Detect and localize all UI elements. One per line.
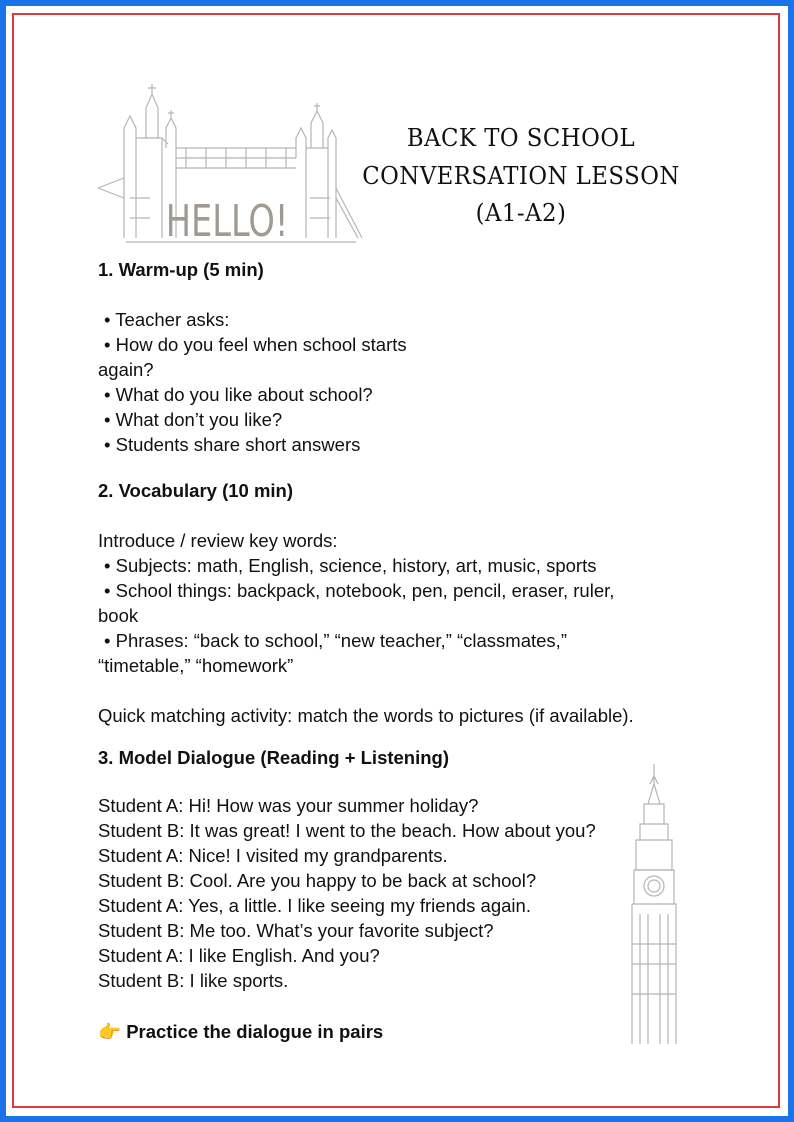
vocabulary-line: book xyxy=(98,605,139,626)
warmup-line: • What do you like about school? xyxy=(104,384,373,405)
vocabulary-line: Introduce / review key words: xyxy=(98,530,338,551)
dialogue-line: Student A: Yes, a little. I like seeing my friends again. xyxy=(98,895,531,916)
dialogue-line: Student B: It was great! I went to the beach. How about you? xyxy=(98,820,596,841)
practice-text: Practice the dialogue in pairs xyxy=(126,1021,384,1042)
dialogue-heading: 3. Model Dialogue (Reading + Listening) xyxy=(98,747,450,768)
vocabulary-line: “timetable,” “homework” xyxy=(98,655,294,676)
vocabulary-heading: 2. Vocabulary (10 min) xyxy=(98,480,293,501)
pointing-hand-icon: 👉 xyxy=(98,1021,122,1042)
title-line-1: BACK TO SCHOOL xyxy=(406,124,636,152)
title-line-3: (A1-A2) xyxy=(475,199,567,227)
practice-instruction xyxy=(98,1019,383,1044)
hello-text: HELLO! xyxy=(165,195,289,247)
warmup-line: • How do you feel when school starts xyxy=(104,334,407,355)
dialogue-line: Student A: Hi! How was your summer holiday? xyxy=(98,795,479,816)
dialogue-line: Student A: I like English. And you? xyxy=(98,945,380,966)
warmup-line: • Students share short answers xyxy=(104,434,361,455)
vocabulary-line: • School things: backpack, notebook, pen, pencil, eraser, ruler, xyxy=(104,580,615,601)
warmup-heading: 1. Warm-up (5 min) xyxy=(98,259,264,280)
big-ben-illustration xyxy=(626,764,686,1044)
vocabulary-activity: Quick matching activity: match the words to pictures (if available). xyxy=(98,705,634,726)
dialogue-line: Student B: Me too. What’s your favorite subject? xyxy=(98,920,494,941)
lesson-title xyxy=(349,120,693,233)
dialogue-line: Student A: Nice! I visited my grandparents. xyxy=(98,845,448,866)
warmup-line: • What don’t you like? xyxy=(104,409,283,430)
warmup-line: • Teacher asks: xyxy=(104,309,230,330)
tower-bridge-illustration xyxy=(96,78,362,248)
dialogue-line: Student B: I like sports. xyxy=(98,970,289,991)
warmup-line: again? xyxy=(98,359,154,380)
title-line-2: CONVERSATION LESSON xyxy=(362,161,680,190)
vocabulary-line: • Subjects: math, English, science, history, art, music, sports xyxy=(104,555,597,576)
vocabulary-line: • Phrases: “back to school,” “new teacher,” “classmates,” xyxy=(104,630,567,651)
dialogue-line: Student B: Cool. Are you happy to be back at school? xyxy=(98,870,537,891)
